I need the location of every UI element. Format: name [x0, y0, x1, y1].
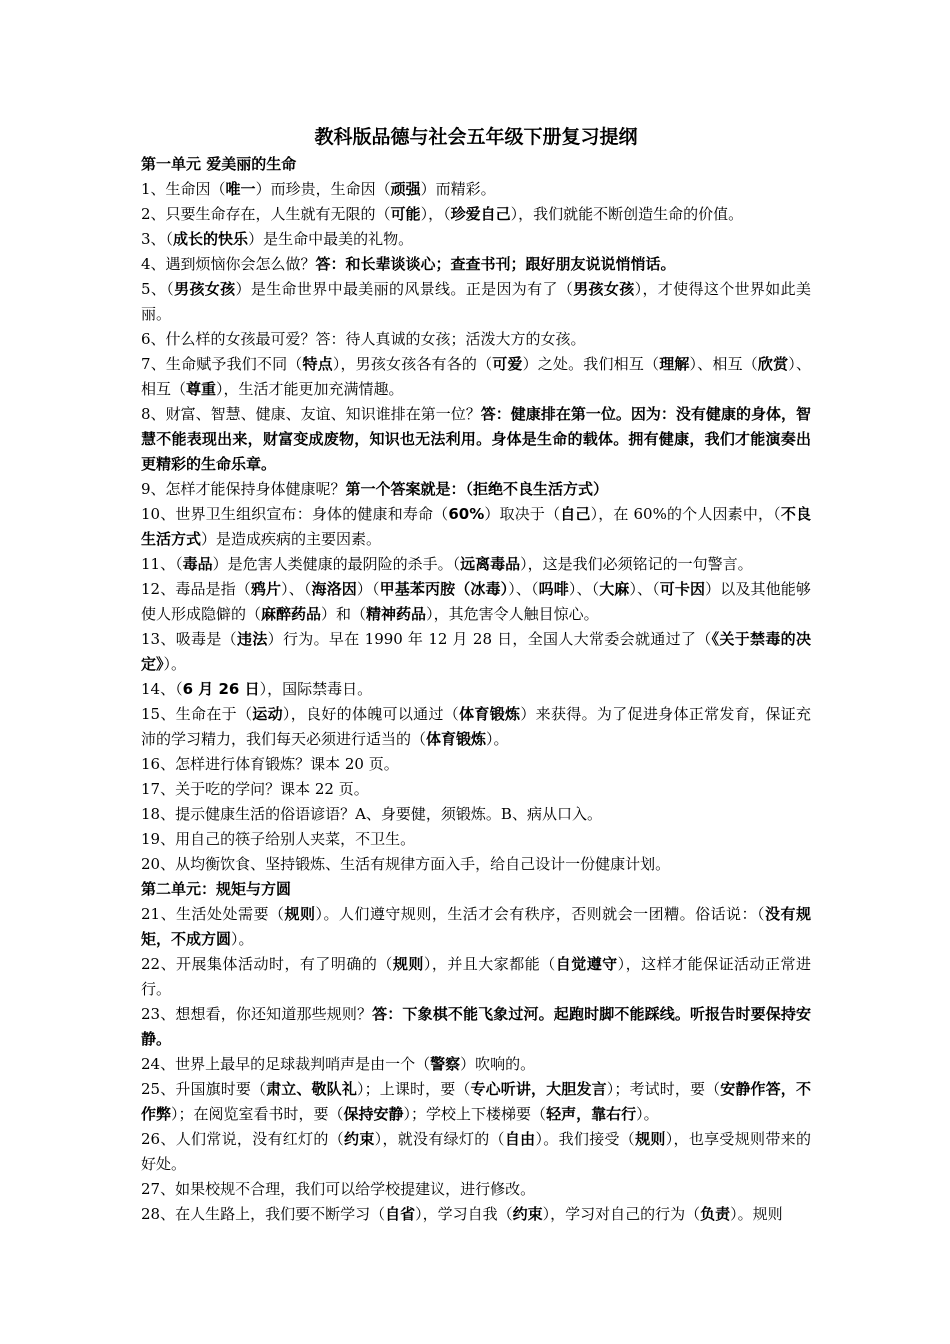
list-item — [141, 227, 811, 252]
question-text: ）。 — [231, 930, 254, 948]
unit1-list — [141, 177, 811, 877]
list-item — [141, 402, 811, 477]
answer-text: 专心听讲，大胆发言 — [470, 1080, 607, 1098]
answer-text: 答：健康排在第一位。因为：没有健康的身体，智慧不能表现出来，财富变成废物，知识也无法利用。身体是生命的载体。拥有健康，我们才能演奏出更精彩的生命乐章。 — [141, 405, 811, 473]
question-text: ），国际禁毒日。 — [259, 680, 373, 698]
answer-text: 麻醉药品 — [261, 605, 322, 623]
question-text: 24、世界上最早的足球裁判哨声是由一个（ — [141, 1055, 431, 1073]
answer-text: 肃立、敬队礼 — [266, 1080, 357, 1098]
question-text: ）是造成疾病的主要因素。 — [201, 530, 382, 548]
question-text: 27、如果校规不合理，我们可以给学校提建议，进行修改。 — [141, 1180, 536, 1198]
answer-text: 自由 — [504, 1130, 536, 1148]
question-text: ）。 — [486, 730, 509, 748]
question-text: ），学习对自己的行为（ — [542, 1205, 701, 1223]
document-title: 教科版品德与社会五年级下册复习提纲 — [314, 126, 638, 148]
list-item — [141, 1202, 811, 1227]
answer-text: 没有规矩，不成方圆 — [141, 905, 811, 948]
unit2-heading: 第二单元：规矩与方圆 — [141, 880, 292, 898]
answer-text: 体育锻炼 — [426, 730, 487, 748]
answer-text: 运动 — [252, 705, 283, 723]
question-text: 21、生活处处需要（ — [141, 905, 285, 923]
answer-text: 尊重 — [186, 380, 217, 398]
answer-text: 违法 — [237, 630, 268, 648]
list-item — [141, 1127, 811, 1177]
list-item — [141, 352, 811, 402]
question-text: ），（ — [420, 205, 451, 223]
question-text: ）；在阅览室看书时，要（ — [171, 1105, 344, 1123]
answer-text: 答：下象棋不能飞象过河。起跑时脚不能踩线。听报告时要保持安静。 — [141, 1005, 811, 1048]
answer-text: 鸦片 — [250, 580, 282, 598]
answer-text: 6 月 26 日 — [182, 680, 260, 698]
question-text: 18、提示健康生活的俗语谚语？A、身要健，须锻炼。B、病从口入。 — [141, 805, 602, 823]
answer-text: 第一个答案就是：（拒绝不良生活方式） — [345, 480, 609, 498]
question-text: 11、（ — [141, 555, 183, 573]
answer-text: 可能 — [390, 205, 421, 223]
question-text: ）、（ — [281, 580, 312, 598]
answer-text: 轻声，靠右行 — [546, 1105, 637, 1123]
list-item — [141, 1052, 811, 1077]
list-item — [141, 277, 811, 327]
question-text: ）、（ — [629, 580, 660, 598]
list-item — [141, 827, 811, 852]
answer-text: 约束 — [344, 1130, 375, 1148]
question-text: 1、生命因（ — [141, 180, 226, 198]
question-text: ），就没有绿灯的（ — [374, 1130, 505, 1148]
answer-text: 自己 — [560, 505, 591, 523]
question-text: ）。人们遵守规则，生活才会有秩序，否则就会一团糟。俗话说：（ — [315, 905, 766, 923]
question-text: 20、从均衡饮食、坚持锻炼、生活有规律方面入手，给自己设计一份健康计划。 — [141, 855, 671, 873]
answer-text: 顽强 — [390, 180, 421, 198]
question-text: ）、相互（ — [689, 355, 758, 373]
question-text: ），这是我们必须铭记的一句警言。 — [520, 555, 753, 573]
question-text: 13、吸毒是（ — [141, 630, 238, 648]
unit2-list — [141, 902, 811, 1227]
answer-text: 《关于禁毒的决定》 — [141, 630, 811, 673]
answer-text: 约束 — [512, 1205, 543, 1223]
question-text: ），其危害令人触目惊心。 — [426, 605, 599, 623]
list-item — [141, 477, 811, 502]
answer-text: 保持安静 — [343, 1105, 404, 1123]
question-text: ）之处。我们相互（ — [522, 355, 660, 373]
list-item — [141, 1177, 811, 1202]
question-text: ）是生命世界中最美丽的风景线。正是因为有了（ — [235, 280, 574, 298]
question-text: ）。规则 — [730, 1205, 783, 1223]
question-text: ），生活才能更加充满情趣。 — [216, 380, 404, 398]
answer-text: 理解 — [659, 355, 690, 373]
question-text: 9、怎样才能保持身体健康呢？ — [141, 480, 346, 498]
question-text: ）而珍贵，生命因（ — [255, 180, 391, 198]
answer-text: 体育锻炼 — [459, 705, 521, 723]
question-text: 15、生命在于（ — [141, 705, 253, 723]
question-text: 19、用自己的筷子给别人夹菜，不卫生。 — [141, 830, 416, 848]
answer-text: 规则 — [392, 955, 424, 973]
answer-text: 警察 — [430, 1055, 461, 1073]
question-text: ），这样才能保证活动正常进行。 — [141, 955, 811, 998]
question-text: ）取决于（ — [484, 505, 561, 523]
question-text: 25、升国旗时要（ — [141, 1080, 267, 1098]
list-item — [141, 702, 811, 752]
question-text: 17、关于吃的学问？课本 22 页。 — [141, 780, 369, 798]
answer-text: 安静作答，不作弊 — [141, 1080, 811, 1123]
list-item — [141, 677, 811, 702]
question-text: ）以及其他能够使人形成隐僻的（ — [141, 580, 811, 623]
answer-text: 规则 — [284, 905, 316, 923]
question-text: 3、（ — [141, 230, 174, 248]
answer-text: 规则 — [635, 1130, 666, 1148]
question-text: 7、生命赋予我们不同（ — [141, 355, 303, 373]
list-item — [141, 552, 811, 577]
answer-text: 男孩女孩 — [573, 280, 635, 298]
question-text: ），良好的体魄可以通过（ — [282, 705, 460, 723]
question-text: 22、开展集体活动时，有了明确的（ — [141, 955, 393, 973]
answer-text: 自觉遵守 — [555, 955, 618, 973]
answer-text: 甲基苯丙胺（冰毒） — [379, 580, 509, 598]
question-text: ）。 — [636, 1105, 659, 1123]
question-text: 12、毒品是指（ — [141, 580, 251, 598]
question-text: 4、遇到烦恼你会怎么做？ — [141, 255, 316, 273]
answer-text: 远离毒品 — [460, 555, 521, 573]
list-item — [141, 752, 811, 777]
question-text: ）、（ — [508, 580, 539, 598]
unit1-heading: 第一单元 爱美丽的生命 — [141, 155, 297, 173]
question-text: ），男孩女孩各有各的（ — [332, 355, 493, 373]
question-text: 23、想想看，你还知道那些规则？ — [141, 1005, 373, 1023]
list-item — [141, 777, 811, 802]
question-text: ），也享受规则带来的好处。 — [141, 1130, 811, 1173]
answer-text: 欣赏 — [757, 355, 789, 373]
answer-text: 负责 — [700, 1205, 731, 1223]
list-item — [141, 902, 811, 952]
question-text: ），在 60%的个人因素中，（ — [590, 505, 781, 523]
question-text: 10、世界卫生组织宣布：身体的健康和寿命（ — [141, 505, 449, 523]
answer-text: 可爱 — [492, 355, 523, 373]
list-item — [141, 1002, 811, 1052]
question-text: ）、（ — [568, 580, 600, 598]
answer-text: 答：和长辈谈谈心；查查书刊；跟好朋友说说悄悄话。 — [315, 255, 676, 273]
answer-text: 海洛因 — [311, 580, 357, 598]
answer-text: 精神药品 — [366, 605, 427, 623]
question-text: 5、（ — [141, 280, 175, 298]
answer-text: 男孩女孩 — [174, 280, 236, 298]
question-text: ）；考试时，要（ — [606, 1080, 721, 1098]
answer-text: 60% — [448, 505, 485, 523]
answer-text: 珍爱自己 — [450, 205, 511, 223]
answer-text: 不良生活方式 — [141, 505, 811, 548]
answer-text: 成长的快乐 — [173, 230, 249, 248]
answer-text: 大麻 — [599, 580, 630, 598]
question-text: ），我们就能不断创造生命的价值。 — [510, 205, 744, 223]
list-item — [141, 852, 811, 877]
question-text: ）（ — [356, 580, 380, 598]
question-text: 6、什么样的女孩最可爱？答：待人真诚的女孩；活泼大方的女孩。 — [141, 330, 586, 348]
list-item — [141, 952, 811, 1002]
list-item — [141, 1077, 811, 1127]
question-text: ）和（ — [321, 605, 367, 623]
question-text: ），才使得这个世界如此美丽。 — [141, 280, 811, 323]
answer-text: 特点 — [302, 355, 333, 373]
question-text: 28、在人生路上，我们要不断学习（ — [141, 1205, 386, 1223]
question-text: ）、相互（ — [141, 355, 811, 398]
question-text: ）来获得。为了促进身体正常发育，保证充沛的学习精力，我们每天必须进行适当的（ — [141, 705, 811, 748]
question-text: 8、财富、智慧、健康、友谊、知识谁排在第一位？ — [141, 405, 481, 423]
question-text: ）是危害人类健康的最阴险的杀手。（ — [212, 555, 461, 573]
question-text: ），并且大家都能（ — [423, 955, 556, 973]
question-text: 16、怎样进行体育锻炼？课本 20 页。 — [141, 755, 399, 773]
answer-text: 毒品 — [182, 555, 213, 573]
question-text: ）而精彩。 — [420, 180, 496, 198]
question-text: ）行为。早在 1990 年 12 月 28 日，全国人大常委会就通过了（ — [267, 630, 712, 648]
question-text: ）；上课时，要（ — [356, 1080, 471, 1098]
question-text: ）。我们接受（ — [535, 1130, 636, 1148]
list-item — [141, 177, 811, 202]
question-text: ）。 — [163, 655, 187, 673]
answer-text: 唯一 — [225, 180, 256, 198]
question-text: ），学习自我（ — [415, 1205, 513, 1223]
question-text: ）吹响的。 — [460, 1055, 536, 1073]
document-page — [141, 122, 811, 1227]
list-item — [141, 502, 811, 552]
answer-text: 可卡因 — [659, 580, 706, 598]
list-item — [141, 627, 811, 677]
question-text: 26、人们常说，没有红灯的（ — [141, 1130, 345, 1148]
question-text: ）；学校上下楼梯要（ — [403, 1105, 547, 1123]
list-item — [141, 577, 811, 627]
list-item — [141, 202, 811, 227]
answer-text: 吗啡 — [538, 580, 569, 598]
question-text: 14、（ — [141, 680, 183, 698]
list-item — [141, 252, 811, 277]
answer-text: 自省 — [385, 1205, 416, 1223]
list-item — [141, 802, 811, 827]
question-text: ）是生命中最美的礼物。 — [248, 230, 414, 248]
question-text: 2、只要生命存在，人生就有无限的（ — [141, 205, 391, 223]
list-item — [141, 327, 811, 352]
